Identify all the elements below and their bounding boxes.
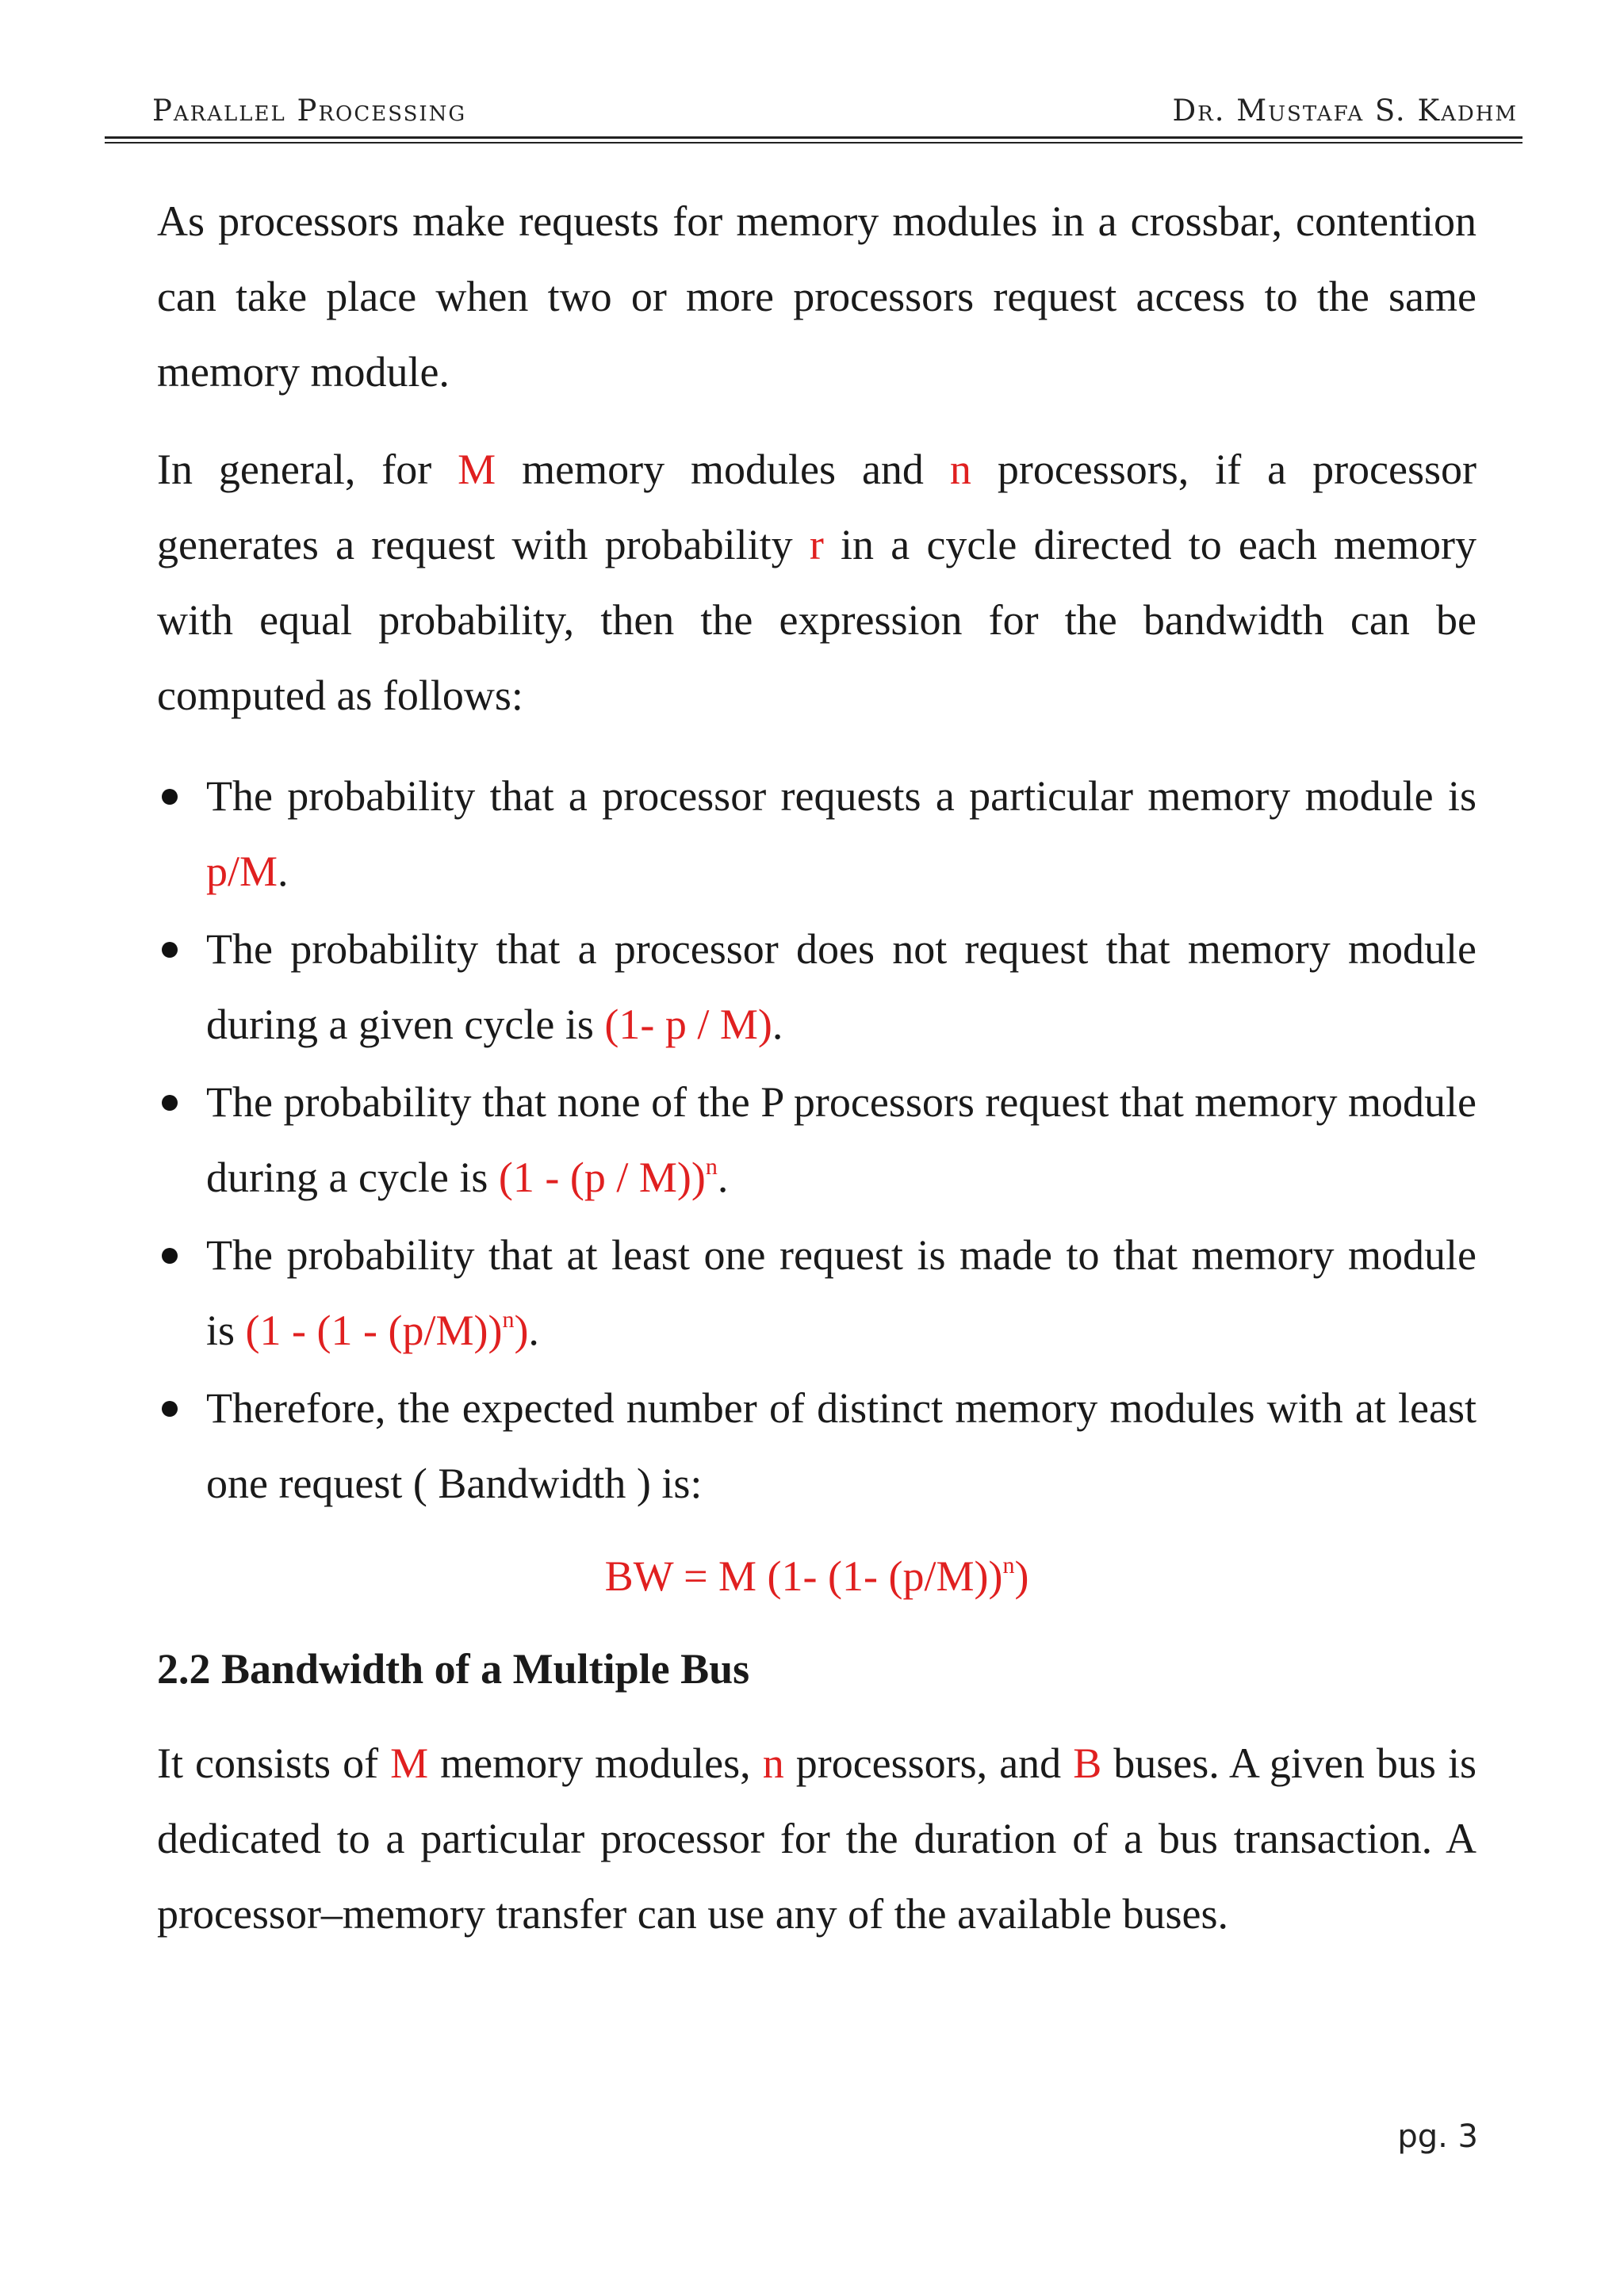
expression-exponent: n	[502, 1307, 515, 1333]
paragraph-text: memory modules and	[496, 446, 950, 493]
paragraph-text: processors, if a processor generates a request with probability	[157, 446, 1477, 568]
paragraph-contention: As processors make requests for memory modules in a crossbar, contention can take place when two or more processors request access to the same memory module.	[157, 197, 1477, 396]
page-header	[105, 94, 1522, 133]
var-n: n	[762, 1739, 784, 1787]
formula-main: BW = M (1- (1- (p/M))	[604, 1552, 1003, 1600]
bullet-punct: .	[717, 1154, 729, 1201]
expression-exponent: n	[705, 1154, 718, 1180]
probability-list	[157, 759, 1477, 1521]
bullet-icon	[162, 942, 178, 958]
paragraph-text: buses. A given bus is dedicated to a particular processor for the duration of a bus transaction. A processor–memory transfer can use any of the available buses.	[157, 1739, 1477, 1938]
paragraph-text: processors, and	[783, 1739, 1074, 1787]
formula-close: )	[1014, 1552, 1029, 1600]
var-M: M	[458, 446, 496, 493]
header-course-title: Parallel Processing	[152, 94, 467, 128]
expression-base: (1 - (p / M))	[498, 1154, 706, 1201]
expression-base: (1 - (1 - (p/M))	[245, 1307, 503, 1354]
var-B: B	[1073, 1739, 1102, 1787]
bullet-text: Therefore, the expected number of distinct memory modules with at least one request ( Bandwidth ) is:	[206, 1384, 1477, 1507]
list-item	[157, 912, 1477, 1062]
expression-close: )	[514, 1307, 529, 1354]
header-rule-thick	[105, 136, 1522, 139]
bullet-expression	[246, 1307, 529, 1354]
bullet-expression: (1- p / M)	[604, 1001, 772, 1048]
var-M: M	[390, 1739, 429, 1787]
bullet-text: The probability that a processor requests a particular memory module is	[206, 772, 1477, 820]
bullet-icon	[162, 1095, 178, 1111]
paragraph-text: It consists of	[157, 1739, 391, 1787]
bullet-punct: .	[278, 848, 289, 895]
list-item	[157, 759, 1477, 909]
page-number: pg. 3	[1397, 2118, 1478, 2155]
bullet-icon	[162, 789, 178, 805]
header-rule-thin	[105, 142, 1522, 144]
paragraph-text: memory modules,	[428, 1739, 763, 1787]
bullet-expression	[499, 1154, 718, 1201]
paragraph-text: in a cycle directed to each memory with equal probability, then the expression for the bandwidth can be computed as follows:	[157, 521, 1477, 719]
bandwidth-formula	[157, 1539, 1477, 1614]
paragraph-text: In general, for	[157, 446, 458, 493]
bullet-punct: .	[772, 1001, 783, 1048]
paragraph-general	[157, 432, 1477, 733]
bullet-text: The probability that none of the P processors request that memory module during a cycle is	[206, 1078, 1477, 1201]
list-item	[157, 1371, 1477, 1521]
formula-exponent: n	[1002, 1552, 1015, 1578]
list-item	[157, 1218, 1477, 1368]
list-item	[157, 1065, 1477, 1215]
bullet-text: The probability that a processor does not request that memory module during a given cycle is	[206, 925, 1477, 1048]
bullet-punct: .	[528, 1307, 539, 1354]
bullet-expression: p/M	[206, 848, 278, 895]
var-n: n	[949, 446, 971, 493]
bullet-icon	[162, 1248, 178, 1264]
page-content	[157, 184, 1477, 1952]
section-heading: 2.2 Bandwidth of a Multiple Bus	[157, 1645, 750, 1693]
paragraph-multiple-bus	[157, 1726, 1477, 1952]
header-author: Dr. Mustafa S. Kadhm	[1172, 94, 1518, 128]
bullet-text: The probability that at least one request is made to that memory module is	[206, 1231, 1477, 1354]
bullet-icon	[162, 1401, 178, 1417]
var-r: r	[809, 521, 824, 568]
